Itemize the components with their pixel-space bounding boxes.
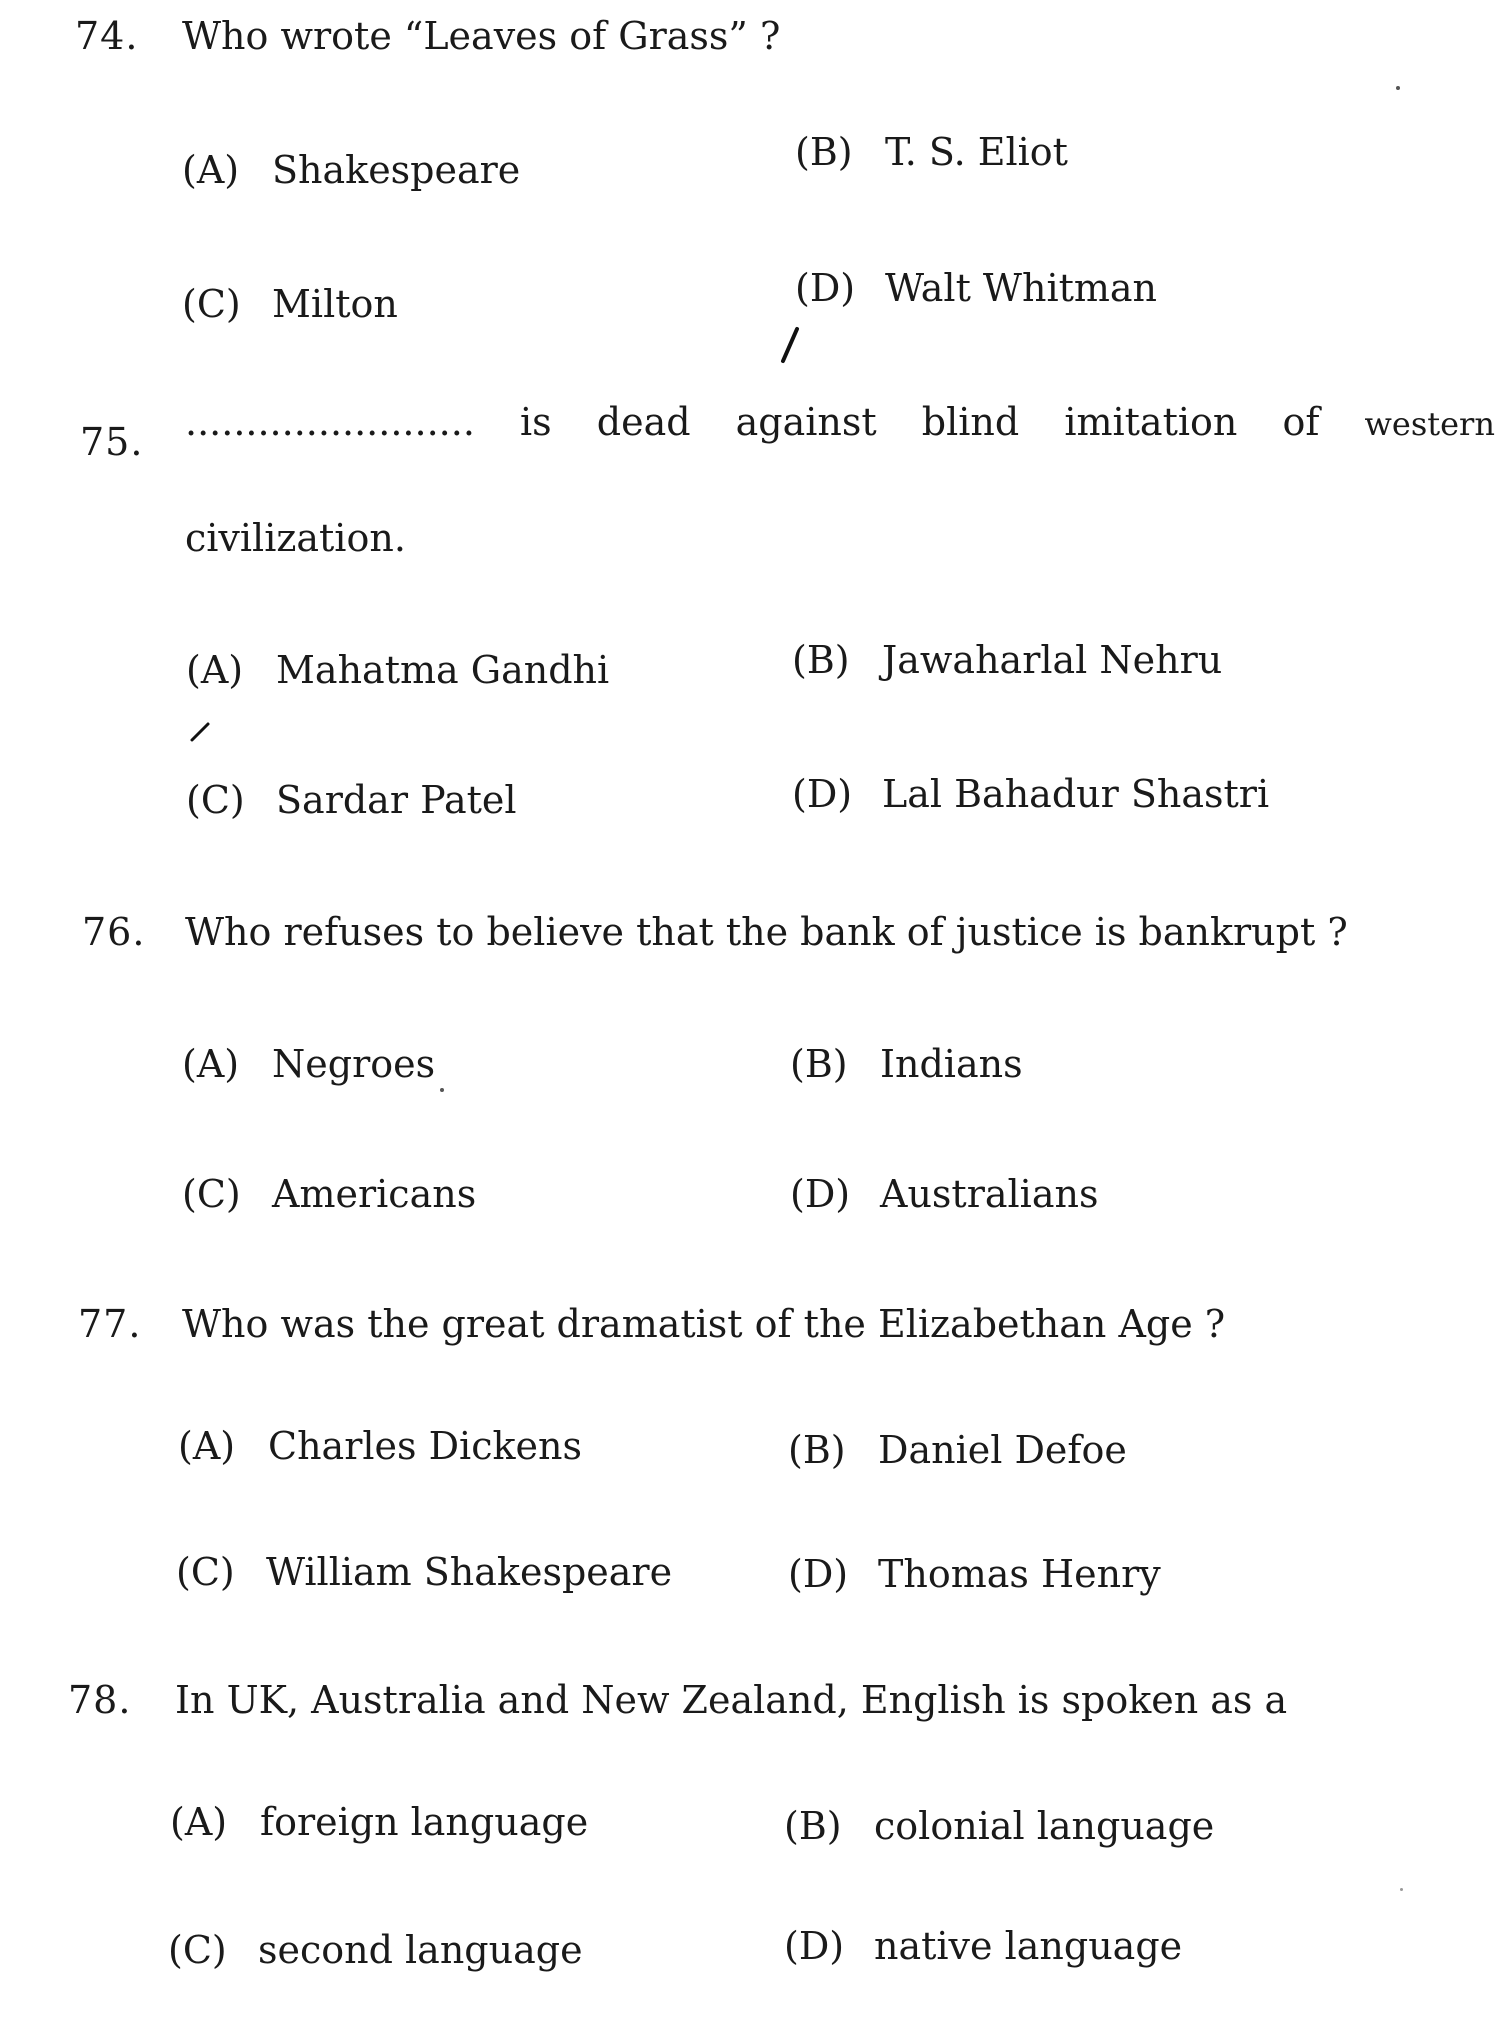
option-letter: (C) bbox=[186, 778, 245, 822]
word: blind bbox=[921, 400, 1020, 444]
word: of bbox=[1282, 400, 1320, 444]
option-d bbox=[795, 266, 1157, 310]
option-text: T. S. Eliot bbox=[885, 130, 1068, 174]
option-a bbox=[182, 148, 520, 192]
option-letter: (B) bbox=[784, 1804, 842, 1848]
option-text: Daniel Defoe bbox=[878, 1428, 1127, 1472]
option-letter: (D) bbox=[795, 266, 856, 310]
option-letter: (A) bbox=[182, 1042, 240, 1086]
option-letter: (C) bbox=[168, 1928, 227, 1972]
word: western bbox=[1364, 405, 1495, 443]
option-a bbox=[178, 1424, 582, 1468]
option-letter: (C) bbox=[182, 1172, 241, 1216]
option-a bbox=[170, 1800, 588, 1844]
option-letter: (B) bbox=[795, 130, 853, 174]
option-a bbox=[186, 648, 609, 692]
option-text: Americans bbox=[272, 1172, 477, 1216]
speck bbox=[440, 1088, 444, 1092]
option-text: Charles Dickens bbox=[268, 1424, 582, 1468]
question-number: 78. bbox=[68, 1678, 132, 1722]
question-number: 76. bbox=[82, 910, 146, 954]
option-text: colonial language bbox=[874, 1804, 1215, 1848]
word: imitation bbox=[1064, 400, 1238, 444]
option-text: Jawaharlal Nehru bbox=[882, 638, 1223, 682]
option-text: foreign language bbox=[260, 1800, 589, 1844]
option-c bbox=[176, 1550, 672, 1594]
option-letter: (B) bbox=[790, 1042, 848, 1086]
option-text: Lal Bahadur Shastri bbox=[882, 772, 1270, 816]
speck bbox=[1396, 86, 1400, 90]
question-text: Who wrote “Leaves of Grass” ? bbox=[182, 14, 781, 58]
option-text: second language bbox=[258, 1928, 583, 1972]
option-letter: (A) bbox=[182, 148, 240, 192]
option-text: Mahatma Gandhi bbox=[276, 648, 610, 692]
option-c bbox=[182, 1172, 476, 1216]
option-b bbox=[792, 638, 1222, 682]
option-text: William Shakespeare bbox=[266, 1550, 673, 1594]
question-text-line2: civilization. bbox=[185, 516, 406, 560]
option-c bbox=[182, 282, 398, 326]
option-b bbox=[795, 130, 1068, 174]
question-text: Who was the great dramatist of the Elizabethan Age ? bbox=[182, 1302, 1226, 1346]
option-c bbox=[186, 778, 517, 822]
option-b bbox=[788, 1428, 1127, 1472]
option-letter: (A) bbox=[178, 1424, 236, 1468]
option-letter: (B) bbox=[792, 638, 850, 682]
word: is bbox=[520, 400, 552, 444]
option-letter: (C) bbox=[182, 282, 241, 326]
option-text: Milton bbox=[272, 282, 398, 326]
question-number: 77. bbox=[78, 1302, 142, 1346]
answer-blank: ........................ bbox=[185, 400, 475, 444]
option-letter: (A) bbox=[186, 648, 244, 692]
option-letter: (C) bbox=[176, 1550, 235, 1594]
option-text: Negroes bbox=[272, 1042, 436, 1086]
option-text: Sardar Patel bbox=[276, 778, 517, 822]
tick-mark-icon bbox=[186, 718, 216, 748]
option-a bbox=[182, 1042, 435, 1086]
option-letter: (D) bbox=[784, 1924, 845, 1968]
option-text: Walt Whitman bbox=[885, 266, 1158, 310]
option-letter: (D) bbox=[792, 772, 853, 816]
option-letter: (A) bbox=[170, 1800, 228, 1844]
option-d bbox=[784, 1924, 1182, 1968]
option-letter: (D) bbox=[788, 1552, 849, 1596]
option-d bbox=[792, 772, 1269, 816]
option-text: Australians bbox=[880, 1172, 1099, 1216]
question-text: In UK, Australia and New Zealand, English is spoken as a bbox=[175, 1678, 1288, 1722]
tick-mark-icon bbox=[775, 325, 805, 365]
option-b bbox=[790, 1042, 1023, 1086]
question-number: 74. bbox=[75, 14, 139, 58]
option-text: native language bbox=[874, 1924, 1183, 1968]
option-d bbox=[790, 1172, 1098, 1216]
word: against bbox=[735, 400, 877, 444]
option-letter: (B) bbox=[788, 1428, 846, 1472]
option-c bbox=[168, 1928, 583, 1972]
option-text: Thomas Henry bbox=[878, 1552, 1161, 1596]
option-b bbox=[784, 1804, 1214, 1848]
question-text: Who refuses to believe that the bank of justice is bankrupt ? bbox=[185, 910, 1348, 954]
option-text: Indians bbox=[880, 1042, 1023, 1086]
word: dead bbox=[596, 400, 691, 444]
option-letter: (D) bbox=[790, 1172, 851, 1216]
speck bbox=[1400, 1888, 1403, 1891]
question-text-line1 bbox=[185, 400, 1495, 444]
option-text: Shakespeare bbox=[272, 148, 521, 192]
option-d bbox=[788, 1552, 1161, 1596]
question-number: 75. bbox=[80, 420, 144, 464]
